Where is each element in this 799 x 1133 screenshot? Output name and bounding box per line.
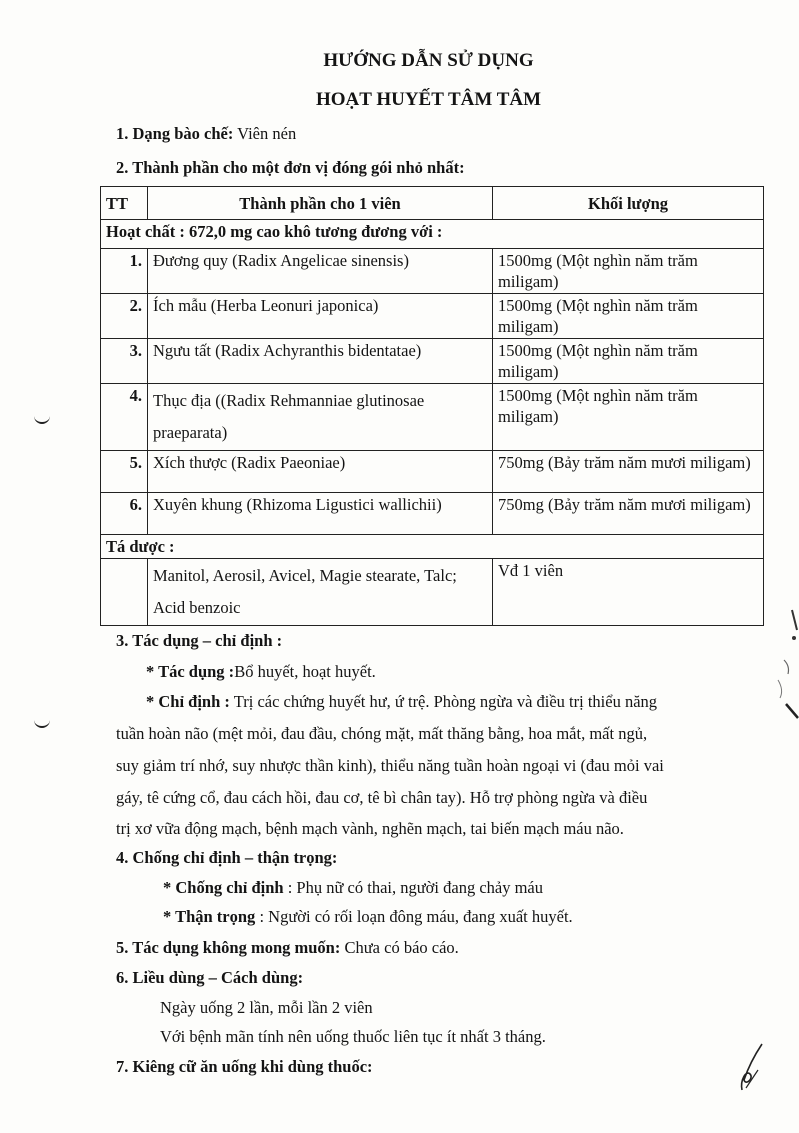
row-number: 1.	[101, 249, 148, 294]
section5-value: Chưa có báo cáo.	[340, 938, 459, 957]
section1-label: 1. Dạng bào chế:	[116, 124, 234, 143]
table-row	[101, 451, 764, 493]
section4-label: 4. Chống chỉ định – thận trọng:	[116, 848, 338, 867]
header-ingredient: Thành phần cho 1 viên	[148, 187, 493, 220]
row-mass: 750mg (Bảy trăm năm mươi miligam)	[493, 451, 764, 493]
caution-label: * Thận trọng	[163, 907, 256, 926]
excipient-group-row	[101, 535, 764, 559]
table-row	[101, 493, 764, 535]
indication-line5: trị xơ vữa động mạch, bệnh mạch vành, nghẽn mạch, tai biến mạch máu não.	[116, 819, 624, 838]
indication-line4: gáy, tê cứng cổ, đau cách hồi, đau cơ, tê bì chân tay). Hỗ trợ phòng ngừa và điều	[116, 788, 648, 807]
row-ingredient: Ích mẫu (Herba Leonuri japonica)	[148, 294, 493, 339]
excipient-name: Manitol, Aerosil, Avicel, Magie stearate, Talc; Acid benzoic	[148, 559, 493, 626]
header-mass: Khối lượng	[493, 187, 764, 220]
stamp-fragment-icon	[770, 600, 799, 720]
table-header-row	[101, 187, 764, 220]
row-ingredient: Xích thược (Radix Paeoniae)	[148, 451, 493, 493]
row-number: 4.	[101, 384, 148, 451]
handwritten-initial-icon	[736, 1040, 766, 1095]
indication-line1: Trị các chứng huyết hư, ứ trệ. Phòng ngừa và điều trị thiểu năng	[229, 692, 658, 711]
doc-title-line2: HOẠT HUYẾT TÂM TÂM	[315, 89, 542, 110]
binder-hole-mark	[34, 716, 50, 728]
row-mass: 1500mg (Một nghìn năm trăm miligam)	[493, 339, 764, 384]
contra-value: : Phụ nữ có thai, người đang chảy máu	[283, 878, 543, 897]
row-mass: 750mg (Bảy trăm năm mươi miligam)	[493, 493, 764, 535]
binder-hole-mark	[34, 412, 50, 424]
section6-line1: Ngày uống 2 lần, mỗi lần 2 viên	[160, 998, 373, 1017]
excipient-mass: Vđ 1 viên	[493, 559, 764, 626]
header-tt: TT	[101, 187, 148, 220]
indication-line3: suy giảm trí nhớ, suy nhược thần kinh), thiểu năng tuần hoàn ngoại vi (đau mỏi vai	[116, 756, 664, 775]
section4-contra	[163, 878, 543, 898]
contra-label: * Chống chỉ định	[163, 878, 284, 897]
row-ingredient: Đương quy (Radix Angelicae sinensis)	[148, 249, 493, 294]
section5	[116, 938, 459, 958]
section6-label: 6. Liều dùng – Cách dùng:	[116, 968, 304, 987]
row-number: 3.	[101, 339, 148, 384]
section2-label: 2. Thành phần cho một đơn vị đóng gói nhỏ nhất:	[116, 158, 465, 177]
section3-indication	[146, 692, 657, 712]
section3-label: 3. Tác dụng – chỉ định :	[116, 631, 283, 650]
table-row	[101, 249, 764, 294]
excipient-row	[101, 559, 764, 626]
row-ingredient: Thục địa ((Radix Rehmanniae glutinosae praeparata)	[148, 384, 493, 451]
row-number: 6.	[101, 493, 148, 535]
row-mass: 1500mg (Một nghìn năm trăm miligam)	[493, 249, 764, 294]
excipient-number	[101, 559, 148, 626]
row-number: 5.	[101, 451, 148, 493]
table-row	[101, 339, 764, 384]
row-mass: 1500mg (Một nghìn năm trăm miligam)	[493, 294, 764, 339]
caution-value: : Người có rối loạn đông máu, đang xuất huyết.	[255, 907, 573, 926]
indication-label: * Chỉ định :	[146, 692, 230, 711]
effect-label: * Tác dụng :	[146, 662, 235, 681]
section3-effect	[146, 662, 376, 682]
section5-label: 5. Tác dụng không mong muốn:	[116, 938, 341, 957]
section1-value: Viên nén	[233, 124, 297, 143]
excipient-group-label: Tá dược :	[101, 535, 764, 559]
row-mass: 1500mg (Một nghìn năm trăm miligam)	[493, 384, 764, 451]
effect-value: Bổ huyết, hoạt huyết.	[234, 662, 376, 681]
row-ingredient: Ngưu tất (Radix Achyranthis bidentatae)	[148, 339, 493, 384]
doc-title-line1: HƯỚNG DẪN SỬ DỤNG	[323, 50, 534, 71]
row-ingredient: Xuyên khung (Rhizoma Ligustici wallichii)	[148, 493, 493, 535]
row-number: 2.	[101, 294, 148, 339]
table-row	[101, 294, 764, 339]
indication-line2: tuần hoàn não (mệt mỏi, đau đầu, chóng mặt, mất thăng bằng, hoa mắt, mất ngủ,	[116, 724, 648, 743]
active-group-row	[101, 220, 764, 249]
active-group-label: Hoạt chất : 672,0 mg cao khô tương đương với :	[101, 220, 764, 249]
section6-line2: Với bệnh mãn tính nên uống thuốc liên tục ít nhất 3 tháng.	[160, 1027, 546, 1046]
table-row	[101, 384, 764, 451]
section1	[116, 124, 296, 144]
section4-caution	[163, 907, 573, 927]
section7-label: 7. Kiêng cữ ăn uống khi dùng thuốc:	[116, 1057, 373, 1076]
ingredients-table	[100, 186, 764, 626]
